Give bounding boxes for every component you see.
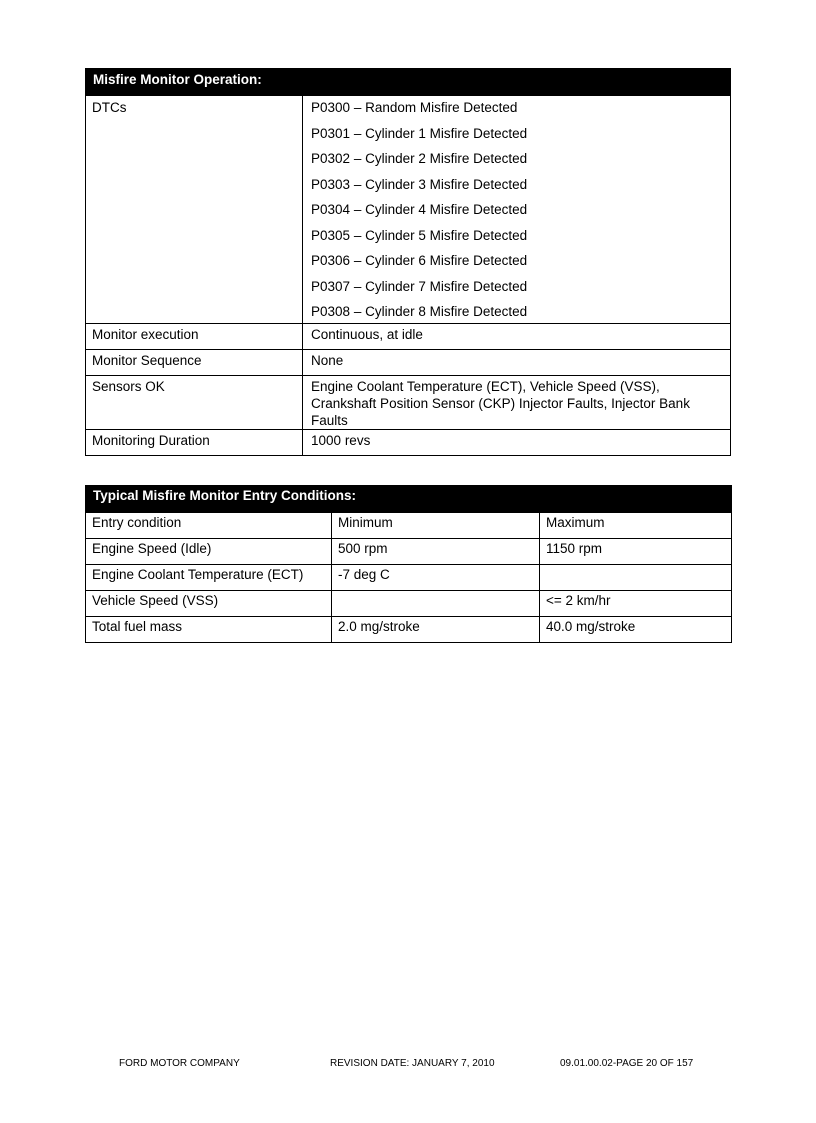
dtc-list [303,96,731,324]
table-cell: Engine Coolant Temperature (ECT) [86,565,332,591]
table-row [86,539,732,565]
table-row [86,617,732,643]
table-header-row [86,69,731,96]
misfire-entry-conditions-table [85,485,732,643]
column-header: Maximum [540,513,732,539]
table-row [86,430,731,456]
table-cell: 500 rpm [332,539,540,565]
row-label: Sensors OK [86,376,303,430]
dtc-item: P0305 – Cylinder 5 Misfire Detected [311,227,528,243]
dtc-item: P0304 – Cylinder 4 Misfire Detected [311,202,528,217]
table-cell: Vehicle Speed (VSS) [86,591,332,617]
dtc-item: P0307 – Cylinder 7 Misfire Detected [311,278,528,294]
row-label: Monitoring Duration [86,430,303,456]
column-header: Minimum [332,513,540,539]
footer-company: FORD MOTOR COMPANY [119,1058,240,1069]
table-title: Misfire Monitor Operation: [86,69,731,96]
table-cell: Total fuel mass [86,617,332,643]
table-cell: -7 deg C [332,565,540,591]
table-row [86,324,731,350]
row-value: Engine Coolant Temperature (ECT), Vehicle Speed (VSS), Crankshaft Position Sensor (CKP) Injector Faults, Injector Bank Faults [303,376,731,430]
dtc-item: P0306 – Cylinder 6 Misfire Detected [311,253,528,268]
table-cell: Engine Speed (Idle) [86,539,332,565]
footer-revision-date: REVISION DATE: JANUARY 7, 2010 [330,1058,495,1069]
table-row [86,96,731,324]
table-row [86,350,731,376]
table-cell [332,591,540,617]
table-row [86,591,732,617]
table-cell: 2.0 mg/stroke [332,617,540,643]
table-title: Typical Misfire Monitor Entry Conditions: [86,486,732,513]
row-value: None [303,350,731,376]
dtc-item: P0300 – Random Misfire Detected [311,100,518,115]
table-row [86,565,732,591]
table-cell: 40.0 mg/stroke [540,617,732,643]
table-cell: <= 2 km/hr [540,591,732,617]
table-cell: 1150 rpm [540,539,732,565]
dtc-item: P0302 – Cylinder 2 Misfire Detected [311,151,528,166]
footer-page-number: 09.01.00.02-PAGE 20 OF 157 [560,1058,694,1069]
dtc-item: P0301 – Cylinder 1 Misfire Detected [311,125,528,141]
table-row [86,376,731,430]
row-value: Continuous, at idle [303,324,731,350]
dtc-item: P0308 – Cylinder 8 Misfire Detected [311,304,528,319]
row-label: Monitor execution [86,324,303,350]
table-cell [540,565,732,591]
row-label: DTCs [86,96,303,324]
dtc-item: P0303 – Cylinder 3 Misfire Detected [311,176,528,192]
row-label: Monitor Sequence [86,350,303,376]
column-header: Entry condition [86,513,332,539]
column-header-row [86,513,732,539]
misfire-monitor-operation-table [85,68,731,456]
row-value: 1000 revs [303,430,731,456]
table-header-row [86,486,732,513]
